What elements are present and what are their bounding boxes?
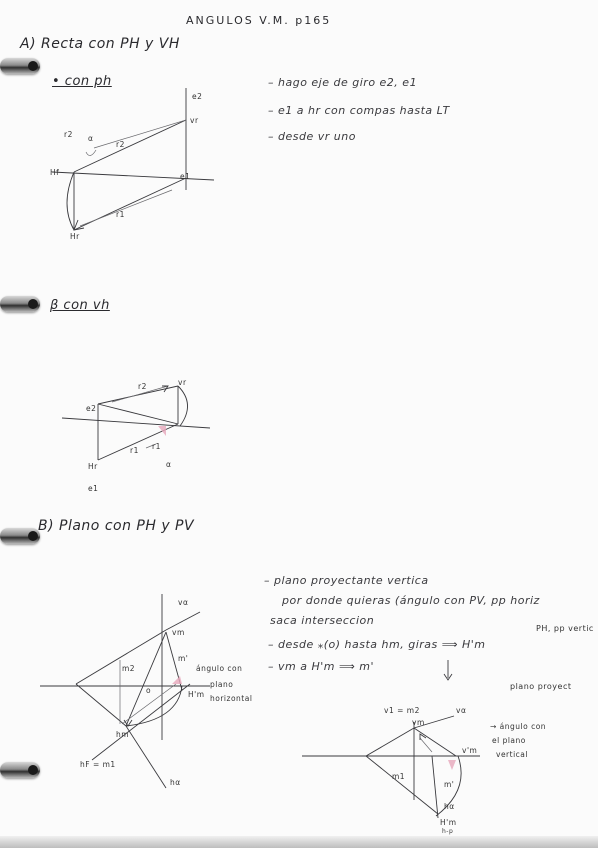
label-c-va: vα bbox=[178, 598, 189, 607]
label-a-r2a: r2 bbox=[64, 130, 73, 139]
label-s-note3: vertical bbox=[496, 750, 528, 759]
label-c-hf: hF = m1 bbox=[80, 760, 116, 769]
label-c-horiz: horizontal bbox=[210, 694, 253, 703]
label-a-hf: Hf bbox=[50, 168, 60, 177]
label-s-m1: m1 bbox=[392, 772, 406, 781]
note-c-ph: PH, pp vertic bbox=[536, 624, 594, 633]
label-s-mp: m' bbox=[444, 780, 455, 789]
label-a-r1: r1 bbox=[116, 210, 125, 219]
diagram-c-small-lines bbox=[302, 660, 480, 818]
label-b-vr: vr bbox=[178, 378, 187, 387]
label-c-mprime: m' bbox=[178, 654, 189, 663]
diagram-c-lines bbox=[40, 594, 210, 788]
page-title: ANGULOS V.M. p165 bbox=[186, 14, 332, 27]
label-s-ha: hα bbox=[444, 802, 455, 811]
note-c-2: por donde quieras (ángulo con PV, pp horiz bbox=[282, 594, 540, 607]
note-a-3: – desde vr uno bbox=[268, 130, 356, 143]
note-a-1: – hago eje de giro e2, e1 bbox=[268, 76, 418, 89]
label-c-plano: plano bbox=[210, 680, 234, 689]
diagram-a-lines bbox=[52, 88, 214, 230]
label-c-hmprime: H'm bbox=[188, 690, 205, 699]
label-a-e2: e2 bbox=[192, 92, 203, 101]
label-s-note2: el plano bbox=[492, 736, 526, 745]
page-bottom-edge bbox=[0, 836, 598, 848]
label-a-vr: vr bbox=[190, 116, 199, 125]
label-b-e1: e1 bbox=[88, 484, 99, 493]
label-c-m2: m2 bbox=[122, 664, 136, 673]
note-c-5: – vm a H'm ⟹ m' bbox=[268, 660, 374, 673]
note-c-3: saca interseccion bbox=[270, 614, 375, 627]
label-a-alpha: α bbox=[88, 134, 94, 143]
label-b-hr: Hr bbox=[88, 462, 98, 471]
label-c-hm: hm bbox=[116, 730, 130, 739]
label-a-hr: Hr bbox=[70, 232, 80, 241]
label-c-vm: vm bbox=[172, 628, 185, 637]
label-b-r2: r2 bbox=[138, 382, 147, 391]
label-a-r2b: r2 bbox=[116, 140, 125, 149]
label-b-e2: e2 bbox=[86, 404, 97, 413]
section-a-heading: A) Recta con PH y VH bbox=[20, 36, 180, 52]
label-c-o: o bbox=[146, 686, 152, 695]
note-c-proy: plano proyect bbox=[510, 682, 572, 691]
section-b-sub: β con vh bbox=[50, 298, 110, 313]
label-c-angle: ángulo con bbox=[196, 664, 243, 673]
note-c-1: – plano proyectante vertica bbox=[264, 574, 429, 587]
note-a-2: – e1 a hr con compas hasta LT bbox=[268, 104, 450, 117]
section-c-heading: B) Plano con PH y PV bbox=[38, 518, 195, 534]
label-b-r1b: r1 bbox=[152, 442, 161, 451]
label-s-vm: vm bbox=[412, 718, 425, 727]
label-c-ha: hα bbox=[170, 778, 181, 787]
label-b-r1: r1 bbox=[130, 446, 139, 455]
label-s-vpm: v'm bbox=[462, 746, 478, 755]
label-a-e1: e1 bbox=[180, 172, 191, 181]
label-s-hp: h-p bbox=[442, 828, 454, 835]
label-s-top: v1 = m2 bbox=[384, 706, 420, 715]
label-s-note1: → ángulo con bbox=[490, 722, 547, 731]
label-s-va: vα bbox=[456, 706, 467, 715]
label-b-alpha: α bbox=[166, 460, 172, 469]
label-s-hm: H'm bbox=[440, 818, 457, 827]
section-a-sub: • con ph bbox=[52, 74, 112, 89]
note-c-4: – desde ⁎(o) hasta hm, giras ⟹ H'm bbox=[268, 638, 486, 651]
